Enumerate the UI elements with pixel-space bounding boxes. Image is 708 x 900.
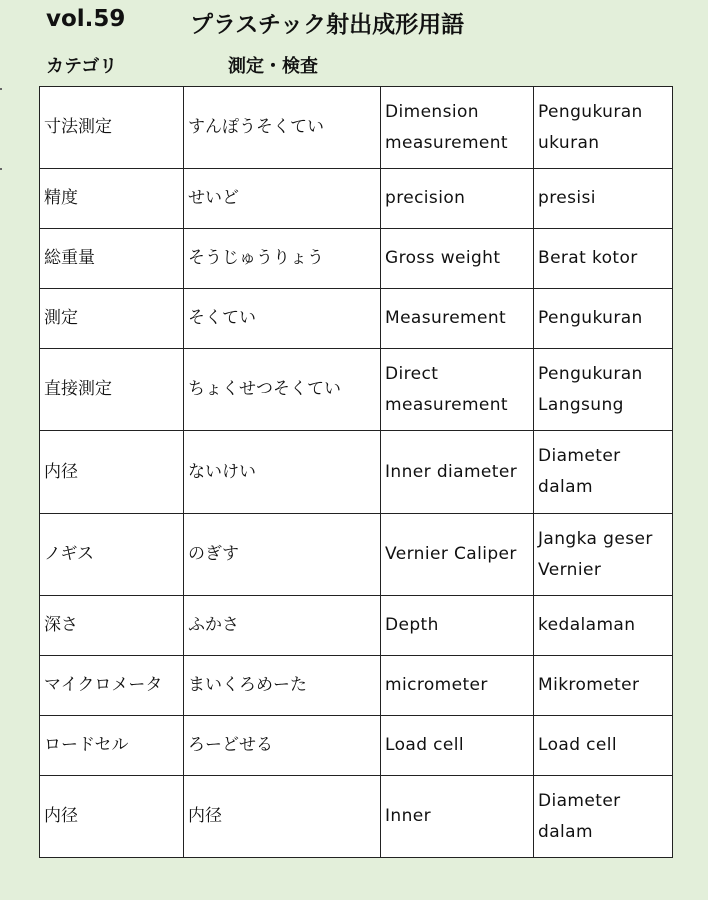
term-japanese: ロードセル [40, 716, 184, 776]
left-edge-mark [0, 168, 2, 170]
term-reading: すんぽうそくてい [184, 87, 381, 169]
left-edge-mark [0, 88, 2, 90]
term-japanese: 直接測定 [40, 349, 184, 431]
table-row [40, 431, 673, 514]
page-title: プラスチック射出成形用語 [190, 12, 465, 38]
term-indonesian: Diameter dalam [534, 431, 673, 514]
table-row [40, 656, 673, 716]
term-indonesian: Pengukuran ukuran [534, 87, 673, 169]
term-reading: そうじゅうりょう [184, 229, 381, 289]
term-japanese: ノギス [40, 514, 184, 596]
term-reading: まいくろめーた [184, 656, 381, 716]
table-row [40, 596, 673, 656]
term-reading: ふかさ [184, 596, 381, 656]
term-reading: 内径 [184, 776, 381, 858]
category-value: 測定・検査 [228, 56, 318, 77]
term-indonesian: Diameter dalam [534, 776, 673, 858]
table-row [40, 349, 673, 431]
volume-number: vol.59 [46, 6, 126, 32]
term-indonesian: Pengukuran Langsung [534, 349, 673, 431]
term-reading: のぎす [184, 514, 381, 596]
term-reading: ちょくせつそくてい [184, 349, 381, 431]
term-english: micrometer [381, 656, 534, 716]
table-row [40, 289, 673, 349]
term-indonesian: Pengukuran [534, 289, 673, 349]
term-japanese: 内径 [40, 431, 184, 514]
term-english: Dimension measurement [381, 87, 534, 169]
term-japanese: 深さ [40, 596, 184, 656]
term-reading: そくてい [184, 289, 381, 349]
table-row [40, 716, 673, 776]
glossary-table [39, 86, 673, 858]
term-japanese: マイクロメータ [40, 656, 184, 716]
term-english: Load cell [381, 716, 534, 776]
category-label: カテゴリ [46, 56, 118, 77]
term-indonesian: Jangka geser Vernier [534, 514, 673, 596]
term-japanese: 総重量 [40, 229, 184, 289]
term-reading: ないけい [184, 431, 381, 514]
table-row [40, 169, 673, 229]
term-english: Inner [381, 776, 534, 858]
term-reading: せいど [184, 169, 381, 229]
term-english: Direct measurement [381, 349, 534, 431]
term-english: Measurement [381, 289, 534, 349]
term-indonesian: kedalaman [534, 596, 673, 656]
term-english: Vernier Caliper [381, 514, 534, 596]
table-row [40, 514, 673, 596]
term-english: Inner diameter [381, 431, 534, 514]
term-reading: ろーどせる [184, 716, 381, 776]
term-indonesian: Mikrometer [534, 656, 673, 716]
term-english: Depth [381, 596, 534, 656]
term-japanese: 内径 [40, 776, 184, 858]
term-english: precision [381, 169, 534, 229]
table-row [40, 229, 673, 289]
term-english: Gross weight [381, 229, 534, 289]
term-japanese: 寸法測定 [40, 87, 184, 169]
term-indonesian: presisi [534, 169, 673, 229]
header [0, 0, 708, 86]
table-row [40, 87, 673, 169]
table-row [40, 776, 673, 858]
term-japanese: 精度 [40, 169, 184, 229]
term-japanese: 測定 [40, 289, 184, 349]
term-indonesian: Load cell [534, 716, 673, 776]
term-indonesian: Berat kotor [534, 229, 673, 289]
